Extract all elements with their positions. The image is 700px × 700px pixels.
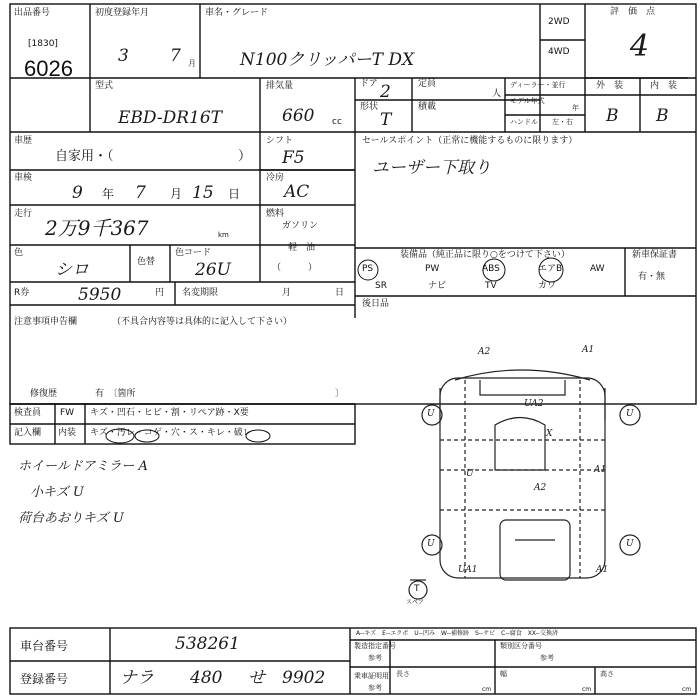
equip-leather: カワ xyxy=(538,281,557,291)
displacement-unit: cc xyxy=(332,117,342,127)
displacement: 660 xyxy=(282,106,315,126)
inspector-label-2: 記入欄 xyxy=(14,428,42,438)
color-code-label: 色コード xyxy=(175,248,212,258)
reg-no: 9902 xyxy=(282,668,326,688)
chassis-label: 車台番号 xyxy=(20,639,69,653)
model-label: 型式 xyxy=(95,81,114,91)
diagram-mark: A2 xyxy=(478,347,491,357)
shift-label: シフト xyxy=(266,136,294,146)
exterior-grade: B xyxy=(606,106,619,126)
handle-label: ハンドル xyxy=(510,118,538,126)
color-label: 色 xyxy=(14,248,24,258)
car-name: N100クリッパーT DX xyxy=(240,50,415,70)
inspection-day: 15 xyxy=(192,183,214,203)
rear-seat-label: 後日品 xyxy=(362,299,390,309)
color-change-label: 色替 xyxy=(137,257,156,267)
name-change-label: 名変期限 xyxy=(182,288,219,298)
width-cm: cm xyxy=(582,686,592,693)
diagram-mark: U xyxy=(466,469,474,479)
use-value: 自家用・（ xyxy=(55,149,114,164)
shift: F5 xyxy=(282,148,305,168)
equip-abs: ABS xyxy=(482,264,500,274)
diagram-mark: A1 xyxy=(582,345,595,355)
repair-close: 〕 xyxy=(335,389,345,399)
interior-label: 内 装 xyxy=(650,81,678,91)
diagram-mark: U xyxy=(427,409,435,419)
diagram-mark: U xyxy=(626,409,634,419)
inspection-year: 9 xyxy=(72,183,83,203)
car-name-label: 車名・グレード xyxy=(205,8,269,18)
score: 4 xyxy=(630,29,650,64)
fw-items: キズ・凹石・ヒビ・割・リペア跡・X要 xyxy=(90,408,249,418)
height-cm: cm xyxy=(682,686,692,693)
name-change-month: 月 xyxy=(282,288,292,298)
spare-label: T xyxy=(414,584,420,594)
equip-airbag: エアB xyxy=(538,264,563,274)
fuel-paren: （ ） xyxy=(272,263,318,273)
diagram-mark: U xyxy=(427,539,435,549)
inspection-label: 車検 xyxy=(14,173,33,183)
diagram-mark: U xyxy=(626,539,634,549)
handwritten-note-3: 荷台あおりキズ U xyxy=(18,511,124,526)
shape: T xyxy=(380,110,392,130)
listing-sub: [1830] xyxy=(28,39,58,49)
notes-label: 注意事項申告欄 xyxy=(14,317,78,327)
color-code: 26U xyxy=(195,260,231,280)
capacity-label: 定員 xyxy=(418,79,437,89)
equip-tv: TV xyxy=(485,281,497,291)
equip-aw: AW xyxy=(590,264,605,274)
shape-label: 形状 xyxy=(360,102,379,112)
displacement-label: 排気量 xyxy=(266,81,294,91)
ref-2: 参考 xyxy=(540,654,554,662)
width-label: 幅 xyxy=(500,670,507,678)
interior-insp-items: キズ・汚レ・コゲ・穴・ス・キレ・破レ xyxy=(90,428,252,438)
doors-label: ドア xyxy=(360,79,378,89)
fw-label: FW xyxy=(60,408,75,418)
handwritten-note-1: ホイールドアミラー A xyxy=(18,459,148,474)
type-cert: 類別区分番号 xyxy=(500,642,542,650)
diagram-mark: UA2 xyxy=(524,399,544,409)
exterior-label: 外 装 xyxy=(596,81,624,91)
ref-1: 参考 xyxy=(368,654,382,662)
diagram-mark: X xyxy=(546,429,553,439)
notes-hint: （不具合内容等は具体的に記入して下さい） xyxy=(112,317,293,327)
diagram-mark: UA1 xyxy=(458,565,478,575)
mileage-unit: km xyxy=(218,231,229,239)
equip-ps: PS xyxy=(362,264,374,274)
fuel-gas: ガソリン xyxy=(282,221,319,231)
equipment-label: 装備品（純正品に限り○をつけて下さい） xyxy=(400,250,570,260)
handle-value: 左・右 xyxy=(552,118,573,126)
repair-value: 有 〔箇所 xyxy=(95,389,136,399)
fuel-label: 燃料 xyxy=(266,209,285,219)
first-reg-label: 初度登録年月 xyxy=(95,8,150,18)
month-unit: 月 xyxy=(188,59,196,68)
first-reg-year: 3 xyxy=(118,46,129,66)
length-cm: cm xyxy=(482,686,492,693)
ref-3: 参考 xyxy=(368,684,382,692)
reg-kana: せ xyxy=(248,668,265,688)
equip-pw: PW xyxy=(425,264,440,274)
diagram-mark: A1 xyxy=(596,565,609,575)
reg-label: 登録番号 xyxy=(20,672,69,686)
mileage: 2万9千367 xyxy=(45,216,149,240)
recycle-value: 5950 xyxy=(78,285,122,305)
doors: 2 xyxy=(380,82,391,102)
capacity-unit: 人 xyxy=(492,89,502,99)
inspection-month-unit: 月 xyxy=(170,187,183,201)
interior-grade: B xyxy=(656,106,669,126)
sales-points-text: ユーザー下取り xyxy=(372,158,491,178)
reg-class: 480 xyxy=(190,668,223,688)
color: シロ xyxy=(55,260,89,280)
listing-no-label: 出品番号 xyxy=(14,8,51,18)
new-warranty-label: 新車保証書 xyxy=(632,250,678,260)
handwritten-note-2: 小キズ U xyxy=(30,485,84,500)
length-label: 長さ xyxy=(396,670,410,678)
mileage-label: 走行 xyxy=(14,209,33,219)
equip-sr: SR xyxy=(375,281,387,291)
model-year-label: モデル年式 xyxy=(510,97,545,105)
interior-insp-label: 内装 xyxy=(58,428,77,438)
ac: AC xyxy=(284,182,310,202)
recycle-unit: 円 xyxy=(155,288,165,298)
manufacturer-cert: 製造指定番号 xyxy=(354,642,396,650)
inspection-year-unit: 年 xyxy=(102,187,115,201)
height-label: 高さ xyxy=(600,670,614,678)
listing-no: 6026 xyxy=(24,56,73,81)
drive-4wd: 4WD xyxy=(548,47,570,57)
inspection-day-unit: 日 xyxy=(228,187,241,201)
inspection-month: 7 xyxy=(135,183,146,203)
model: EBD-DR16T xyxy=(118,108,222,128)
repair-label: 修復歴 xyxy=(30,389,58,399)
equip-navi: ナビ xyxy=(428,281,447,291)
ac-label: 冷房 xyxy=(266,173,285,183)
score-label: 評 価 点 xyxy=(610,7,656,17)
diagram-mark: A1 xyxy=(594,465,607,475)
inspector-label-1: 検査員 xyxy=(14,408,42,418)
spare-text: スペア xyxy=(406,599,425,606)
capacity-cert: 乗車証明用 xyxy=(354,672,389,680)
year-unit: 年 xyxy=(572,104,579,112)
recycle-label: R券 xyxy=(14,288,30,298)
diagram-mark: A2 xyxy=(534,483,547,493)
load-label: 積載 xyxy=(418,102,437,112)
damage-legend: A--キズ E--エクボ U--凹み W--補修跡 S--サビ C--腐食 XX--交換済 xyxy=(356,630,558,637)
drive-2wd: 2WD xyxy=(548,17,570,27)
reg-region: ナラ xyxy=(120,668,154,688)
chassis-no: 538261 xyxy=(175,634,240,654)
new-warranty-value: 有・無 xyxy=(638,272,666,282)
name-change-day: 日 xyxy=(335,288,345,298)
dealer-label: ディーラー・並行 xyxy=(510,81,566,89)
fuel-diesel: 軽 油 xyxy=(288,243,316,253)
sales-points-label: セールスポイント（正常に機能するものに限ります） xyxy=(362,136,578,146)
first-reg-month: 7 xyxy=(170,46,181,66)
use-label: 車歴 xyxy=(14,136,33,146)
use-close: ） xyxy=(238,149,252,164)
